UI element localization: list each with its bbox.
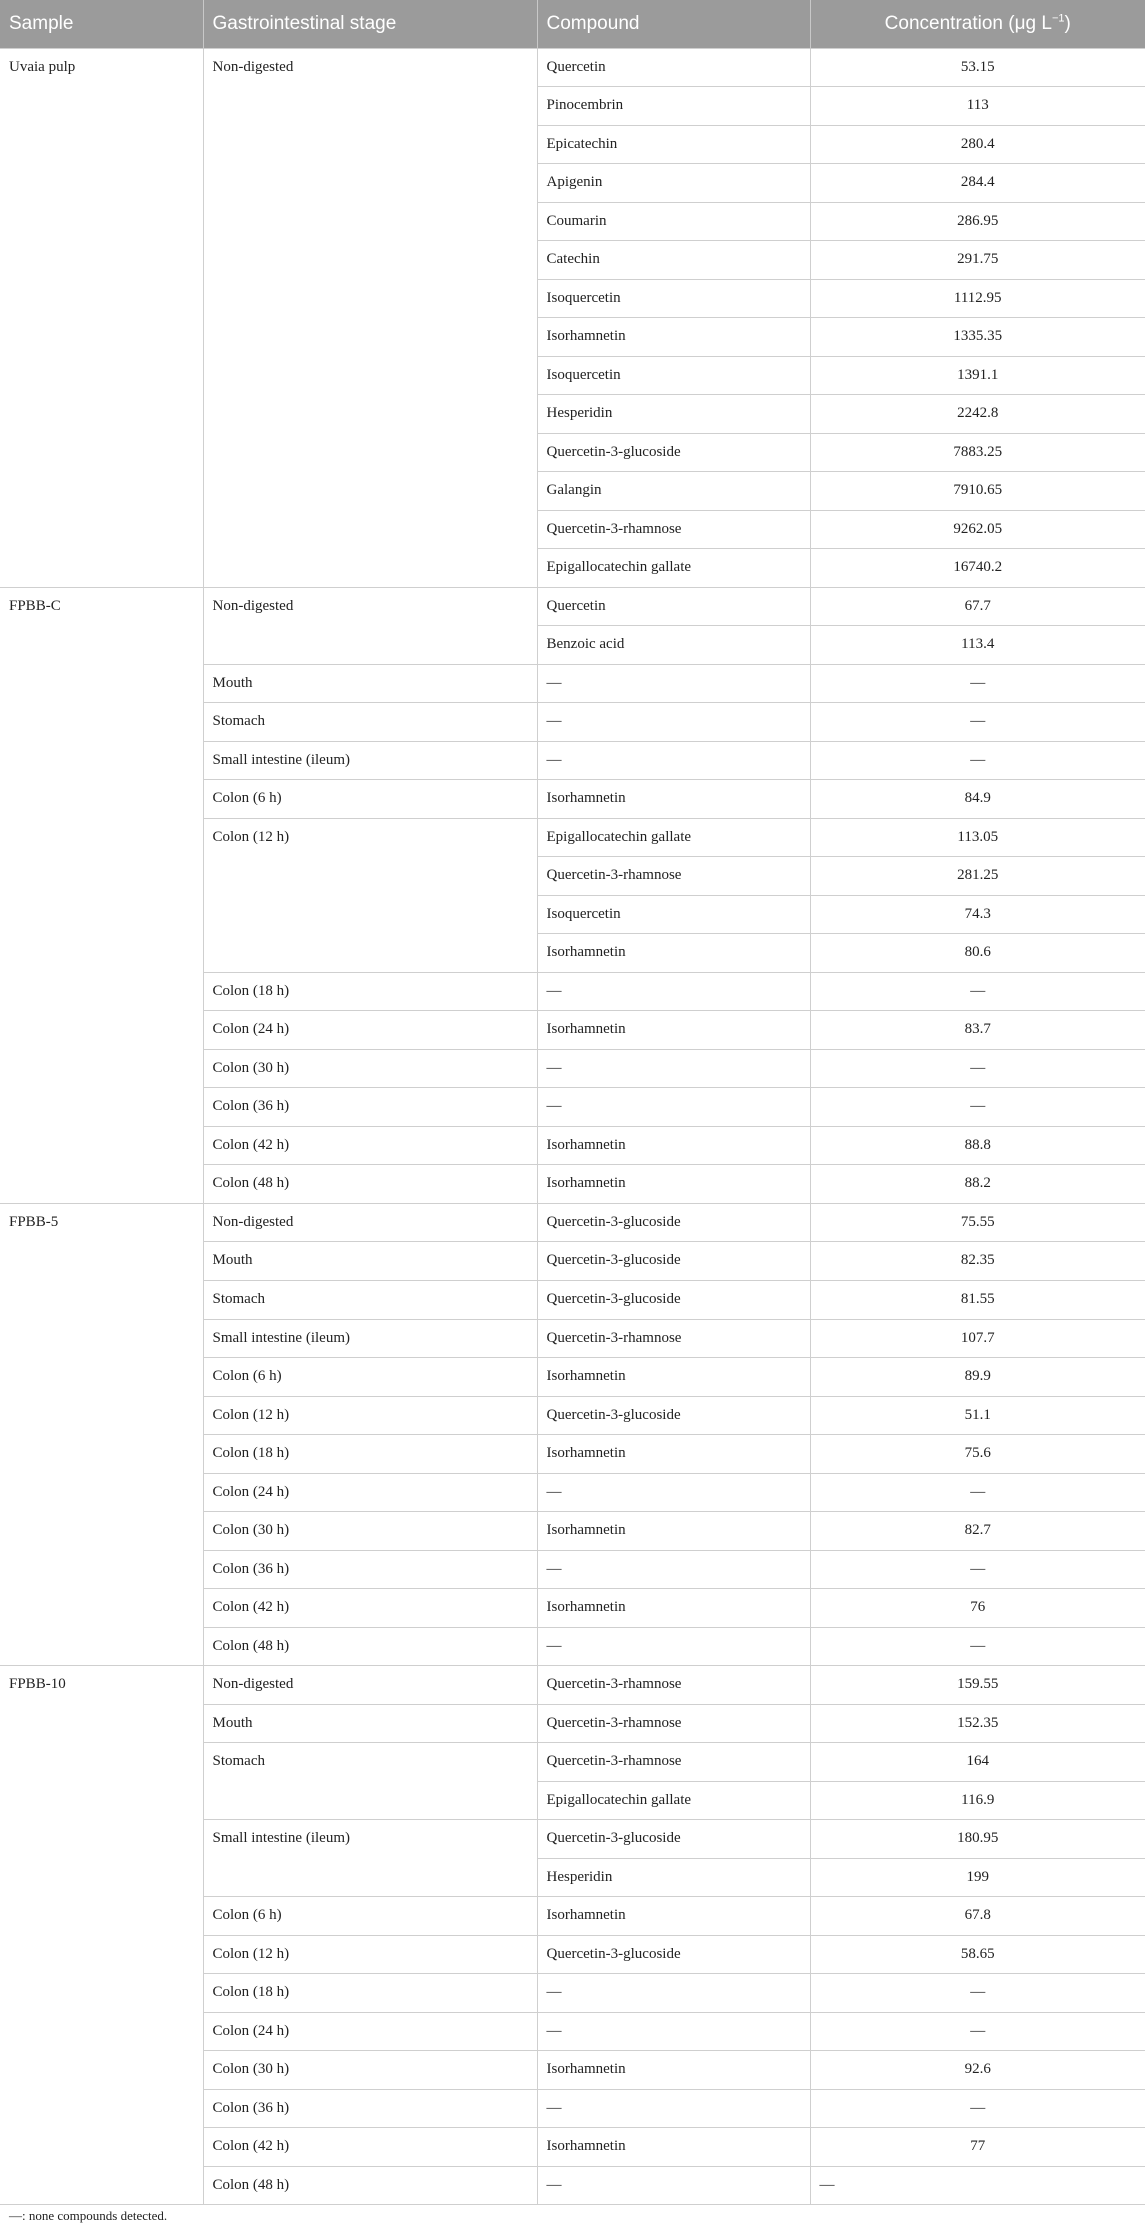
stage-cell: Colon (18 h) [203,1974,537,2013]
stage-cell: Colon (42 h) [203,1126,537,1165]
compound-cell: Isorhamnetin [537,1512,810,1551]
stage-cell: Non-digested [203,48,537,587]
stage-cell: Colon (18 h) [203,1435,537,1474]
header-concentration [810,0,1145,48]
compound-cell: Isorhamnetin [537,1589,810,1628]
table-footnote: —: none compounds detected. [9,2208,168,2223]
compound-cell: Quercetin-3-glucoside [537,1396,810,1435]
stage-cell: Colon (36 h) [203,1550,537,1589]
concentration-cell: 2242.8 [810,395,1145,434]
compound-cell: Quercetin-3-rhamnose [537,1319,810,1358]
compound-cell: Quercetin-3-glucoside [537,1281,810,1320]
concentration-cell: — [810,2089,1145,2128]
concentration-cell: 67.8 [810,1897,1145,1936]
concentration-cell: 88.2 [810,1165,1145,1204]
compound-cell: Quercetin-3-glucoside [537,1820,810,1859]
concentration-cell: 116.9 [810,1781,1145,1820]
compound-cell: — [537,1473,810,1512]
table-body [0,48,1145,2205]
concentration-cell: 7910.65 [810,472,1145,511]
compound-cell: Quercetin [537,48,810,87]
compound-cell: Apigenin [537,164,810,203]
stage-cell: Small intestine (ileum) [203,1319,537,1358]
table-row [0,48,1145,87]
stage-cell: Colon (42 h) [203,2128,537,2167]
concentration-cell: — [810,741,1145,780]
compound-cell: Quercetin-3-glucoside [537,433,810,472]
stage-cell: Colon (42 h) [203,1589,537,1628]
stage-cell: Colon (24 h) [203,1011,537,1050]
sample-cell: FPBB-10 [0,1666,203,2205]
concentration-cell: 159.55 [810,1666,1145,1705]
compound-cell: Quercetin-3-rhamnose [537,857,810,896]
compound-cell: Isorhamnetin [537,1126,810,1165]
stage-cell: Mouth [203,1242,537,1281]
compound-cell: Isorhamnetin [537,780,810,819]
header-concentration-exponent: −1 [1051,12,1065,25]
concentration-cell: 58.65 [810,1935,1145,1974]
concentration-cell: 80.6 [810,934,1145,973]
concentration-cell: 113.4 [810,626,1145,665]
compound-cell: — [537,1627,810,1666]
concentration-cell: 67.7 [810,587,1145,626]
stage-cell: Colon (48 h) [203,1627,537,1666]
concentration-cell: — [810,703,1145,742]
table-row [0,1666,1145,1705]
concentration-cell: 76 [810,1589,1145,1628]
concentration-cell: 284.4 [810,164,1145,203]
concentration-cell: 75.6 [810,1435,1145,1474]
concentration-cell: 9262.05 [810,510,1145,549]
compound-cell: — [537,1088,810,1127]
concentration-cell: — [810,1974,1145,2013]
concentration-cell: 7883.25 [810,433,1145,472]
compound-cell: Isoquercetin [537,279,810,318]
concentration-cell: — [810,1049,1145,1088]
compound-cell: — [537,972,810,1011]
compound-cell: Isorhamnetin [537,1165,810,1204]
stage-cell: Colon (6 h) [203,1358,537,1397]
compound-cell: Isorhamnetin [537,1897,810,1936]
compound-cell: Quercetin-3-rhamnose [537,1743,810,1782]
concentration-cell: 291.75 [810,241,1145,280]
stage-cell: Colon (24 h) [203,2012,537,2051]
sample-cell: FPBB-C [0,587,203,1203]
stage-cell: Stomach [203,1743,537,1820]
compound-cell: Quercetin-3-rhamnose [537,1666,810,1705]
stage-cell: Non-digested [203,587,537,664]
concentration-cell: 16740.2 [810,549,1145,588]
compound-cell: Benzoic acid [537,626,810,665]
stage-cell: Mouth [203,664,537,703]
compound-cell: Epigallocatechin gallate [537,549,810,588]
concentration-cell: 75.55 [810,1203,1145,1242]
concentration-cell: 88.8 [810,1126,1145,1165]
compound-cell: Hesperidin [537,1858,810,1897]
concentration-cell: — [810,664,1145,703]
concentration-cell: 82.35 [810,1242,1145,1281]
stage-cell: Colon (6 h) [203,1897,537,1936]
compound-cell: Epigallocatechin gallate [537,818,810,857]
concentration-cell: 51.1 [810,1396,1145,1435]
concentration-cell: 74.3 [810,895,1145,934]
header-sample: Sample [0,0,203,48]
concentration-cell: 92.6 [810,2051,1145,2090]
concentration-cell: 286.95 [810,202,1145,241]
compound-cell: Isorhamnetin [537,1011,810,1050]
compound-cell: Quercetin-3-glucoside [537,1935,810,1974]
concentration-cell: 152.35 [810,1704,1145,1743]
concentration-cell: — [810,2166,1145,2205]
compound-cell: Isorhamnetin [537,934,810,973]
compound-cell: — [537,703,810,742]
compound-cell: Catechin [537,241,810,280]
compound-cell: — [537,741,810,780]
compound-cell: Coumarin [537,202,810,241]
sample-cell: FPBB-5 [0,1203,203,1665]
compound-cell: Epigallocatechin gallate [537,1781,810,1820]
compound-cell: Galangin [537,472,810,511]
stage-cell: Small intestine (ileum) [203,1820,537,1897]
concentration-cell: — [810,1088,1145,1127]
concentration-cell: 199 [810,1858,1145,1897]
concentration-cell: 82.7 [810,1512,1145,1551]
concentration-cell: — [810,972,1145,1011]
stage-cell: Stomach [203,703,537,742]
concentration-cell: 1335.35 [810,318,1145,357]
stage-cell: Colon (6 h) [203,780,537,819]
compound-cell: Isoquercetin [537,895,810,934]
compound-cell: — [537,1974,810,2013]
compound-cell: Quercetin-3-glucoside [537,1242,810,1281]
compound-cell: — [537,664,810,703]
stage-cell: Colon (30 h) [203,1049,537,1088]
stage-cell: Colon (12 h) [203,818,537,972]
concentration-cell: 281.25 [810,857,1145,896]
concentration-cell: 180.95 [810,1820,1145,1859]
compound-cell: Pinocembrin [537,87,810,126]
stage-cell: Colon (30 h) [203,2051,537,2090]
concentration-cell: 53.15 [810,48,1145,87]
compound-cell: — [537,1550,810,1589]
stage-cell: Small intestine (ileum) [203,741,537,780]
concentration-cell: 164 [810,1743,1145,1782]
compound-cell: — [537,2166,810,2205]
concentration-cell: 113 [810,87,1145,126]
stage-cell: Colon (36 h) [203,1088,537,1127]
stage-cell: Colon (36 h) [203,2089,537,2128]
stage-cell: Stomach [203,1281,537,1320]
stage-cell: Colon (30 h) [203,1512,537,1551]
concentration-cell: 107.7 [810,1319,1145,1358]
concentration-cell: — [810,2012,1145,2051]
compound-cell: Epicatechin [537,125,810,164]
compound-cell: — [537,1049,810,1088]
stage-cell: Colon (48 h) [203,1165,537,1204]
concentration-cell: — [810,1473,1145,1512]
compound-cell: Hesperidin [537,395,810,434]
concentration-cell: 280.4 [810,125,1145,164]
header-concentration-label: Concentration (μg L [884,12,1052,34]
compound-cell: — [537,2089,810,2128]
header-compound: Compound [537,0,810,48]
compound-cell: Isorhamnetin [537,2051,810,2090]
header-concentration-close: ) [1064,12,1071,34]
compound-cell: Isorhamnetin [537,318,810,357]
concentration-cell: 77 [810,2128,1145,2167]
stage-cell: Colon (24 h) [203,1473,537,1512]
compound-cell: — [537,2012,810,2051]
stage-cell: Colon (18 h) [203,972,537,1011]
table-row [0,1203,1145,1242]
stage-cell: Colon (48 h) [203,2166,537,2205]
compound-cell: Quercetin-3-glucoside [537,1203,810,1242]
table-header [0,0,1145,48]
concentration-cell: 83.7 [810,1011,1145,1050]
concentration-cell: 113.05 [810,818,1145,857]
compound-cell: Isorhamnetin [537,1435,810,1474]
compound-cell: Quercetin-3-rhamnose [537,510,810,549]
sample-cell: Uvaia pulp [0,48,203,587]
concentration-cell: 81.55 [810,1281,1145,1320]
header-row [0,0,1145,48]
stage-cell: Mouth [203,1704,537,1743]
stage-cell: Non-digested [203,1203,537,1242]
stage-cell: Colon (12 h) [203,1396,537,1435]
compound-cell: Quercetin-3-rhamnose [537,1704,810,1743]
concentration-cell: — [810,1550,1145,1589]
compound-cell: Isorhamnetin [537,1358,810,1397]
compound-cell: Isoquercetin [537,356,810,395]
concentration-cell: 84.9 [810,780,1145,819]
concentration-cell: 1391.1 [810,356,1145,395]
stage-cell: Non-digested [203,1666,537,1705]
concentration-cell: 89.9 [810,1358,1145,1397]
header-stage: Gastrointestinal stage [203,0,537,48]
compound-cell: Quercetin [537,587,810,626]
compound-cell: Isorhamnetin [537,2128,810,2167]
table-row [0,587,1145,626]
concentration-cell: — [810,1627,1145,1666]
concentration-cell: 1112.95 [810,279,1145,318]
stage-cell: Colon (12 h) [203,1935,537,1974]
